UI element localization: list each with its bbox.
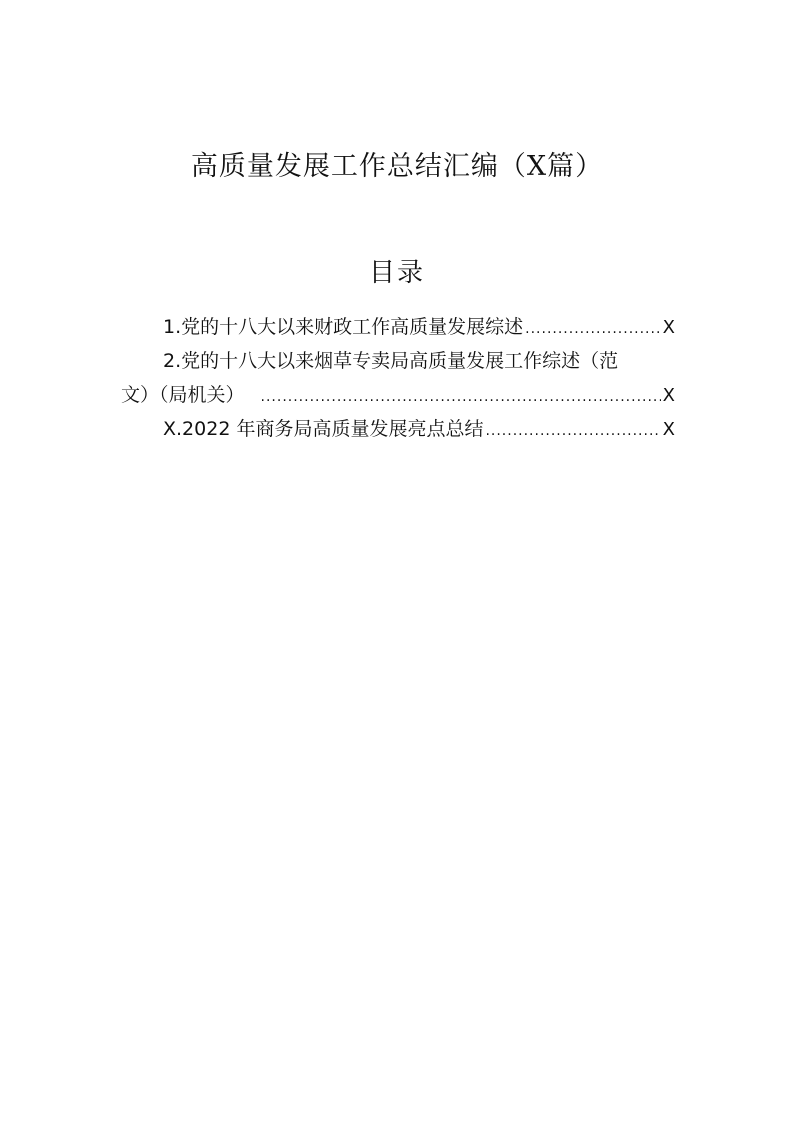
toc-heading: 目录 [368, 258, 425, 288]
toc-entry-label: 2.党的十八大以来烟草专卖局高质量发展工作综述（范 [163, 350, 619, 372]
toc-entry-label-continued: 文）（局机关） [121, 384, 245, 406]
toc-entry-label: X.2022 年商务局高质量发展亮点总结 [163, 418, 484, 440]
toc-leader-dots [525, 312, 661, 346]
toc-leader-dots [485, 414, 660, 448]
toc-entry-2-line-2[interactable] [121, 378, 675, 412]
toc-entry-label: 1.党的十八大以来财政工作高质量发展综述 [163, 316, 524, 338]
toc-entry-1[interactable] [121, 310, 675, 344]
toc-entry-page: X [662, 385, 675, 406]
table-of-contents [121, 310, 675, 446]
document-title: 高质量发展工作总结汇编（X篇） [190, 151, 604, 182]
toc-entry-page: X [662, 419, 675, 440]
toc-entry-page: X [662, 317, 675, 338]
toc-leader-dots [261, 380, 661, 414]
toc-entry-2-line-1[interactable] [121, 344, 675, 378]
toc-entry-3[interactable] [121, 412, 675, 446]
